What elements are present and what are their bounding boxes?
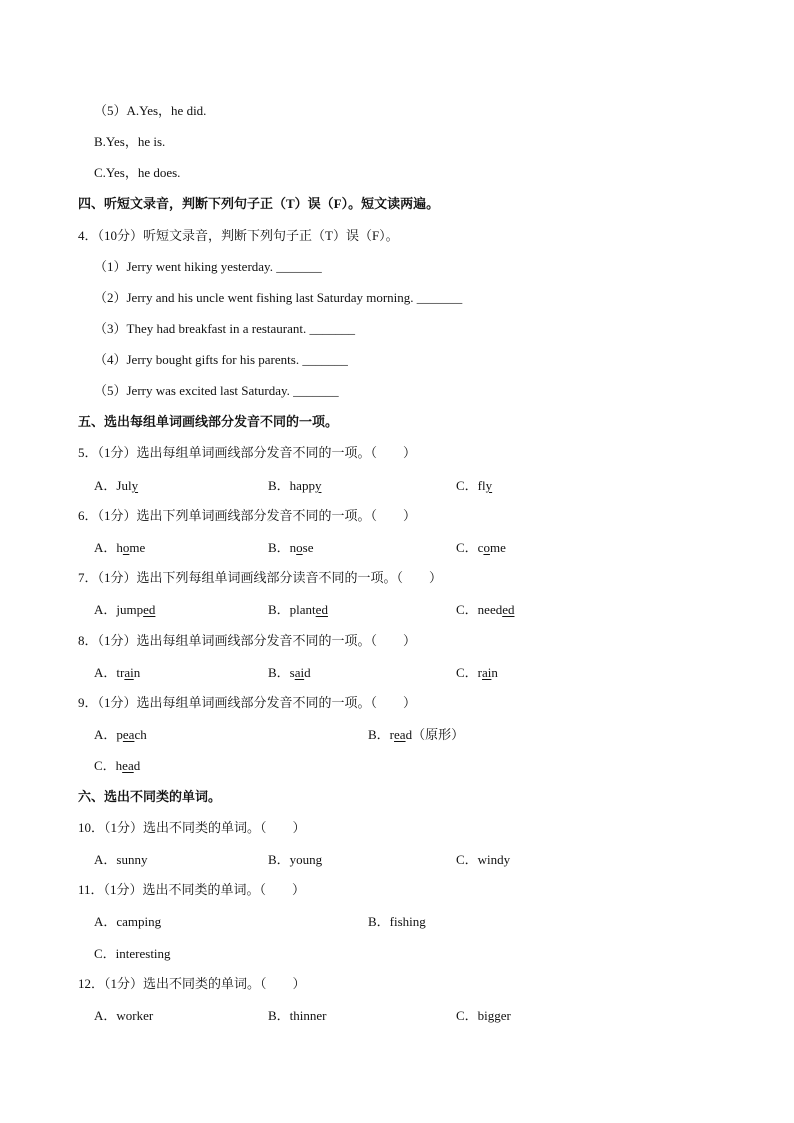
q4-item-4: （4）Jerry bought gifts for his parents. _______ (94, 352, 348, 367)
q7-option-a[interactable]: A．jumped (94, 602, 156, 617)
q11-option-a[interactable]: A．camping (94, 914, 162, 929)
q11-option-c[interactable]: C．interesting (94, 946, 171, 961)
q7-option-b[interactable]: B．planted (268, 602, 328, 617)
q11-option-b[interactable]: B．fishing (368, 914, 426, 929)
q8-option-a[interactable]: A．train (94, 665, 141, 680)
q9-option-b[interactable]: B．read（原形） (368, 727, 465, 742)
q6-option-c[interactable]: C．come (456, 540, 506, 555)
section-4-title: 四、听短文录音，判断下列句子正（T）误（F）。短文读两遍。 (78, 196, 440, 211)
q4-item-1: （1）Jerry went hiking yesterday. _______ (94, 259, 322, 274)
question-5-stem: 5．（1分）选出每组单词画线部分发音不同的一项。（ ） (78, 445, 417, 460)
q5-option-c[interactable]: C．fly (456, 478, 493, 493)
q12-option-b[interactable]: B．thinner (268, 1008, 327, 1023)
question-11-stem: 11．（1分）选出不同类的单词。（ ） (78, 882, 306, 897)
q3-option-c: C.Yes，he does. (94, 165, 181, 180)
question-12-stem: 12．（1分）选出不同类的单词。（ ） (78, 976, 306, 991)
question-6-stem: 6．（1分）选出下列单词画线部分发音不同的一项。（ ） (78, 508, 417, 523)
q4-item-3: （3）They had breakfast in a restaurant. _______ (94, 321, 356, 336)
q4-item-5: （5）Jerry was excited last Saturday. _______ (94, 383, 339, 398)
q3-option-b: B.Yes，he is. (94, 134, 166, 149)
q9-option-c[interactable]: C．head (94, 758, 141, 773)
q9-option-a[interactable]: A．peach (94, 727, 147, 742)
question-7-stem: 7．（1分）选出下列每组单词画线部分读音不同的一项。（ ） (78, 570, 443, 585)
question-8-stem: 8．（1分）选出每组单词画线部分发音不同的一项。（ ） (78, 633, 417, 648)
q6-option-b[interactable]: B．nose (268, 540, 314, 555)
q10-option-a[interactable]: A．sunny (94, 852, 148, 867)
q7-option-c[interactable]: C．needed (456, 602, 515, 617)
q4-item-2: （2）Jerry and his uncle went fishing last Saturday morning. _______ (94, 290, 463, 305)
q8-option-b[interactable]: B．said (268, 665, 311, 680)
q12-option-a[interactable]: A．worker (94, 1008, 154, 1023)
section-5-title: 五、选出每组单词画线部分发音不同的一项。 (78, 414, 339, 429)
question-9-stem: 9．（1分）选出每组单词画线部分发音不同的一项。（ ） (78, 695, 417, 710)
q12-option-c[interactable]: C．bigger (456, 1008, 511, 1023)
q3-option-5a: （5）A.Yes，he did. (94, 103, 207, 118)
q6-option-a[interactable]: A．home (94, 540, 146, 555)
question-4-stem: 4．（10分）听短文录音，判断下列句子正（T）误（F）。 (78, 228, 399, 243)
q10-option-c[interactable]: C．windy (456, 852, 511, 867)
q8-option-c[interactable]: C．rain (456, 665, 498, 680)
q5-option-a[interactable]: A．July (94, 478, 139, 493)
section-6-title: 六、选出不同类的单词。 (78, 789, 222, 804)
q10-option-b[interactable]: B．young (268, 852, 323, 867)
q5-option-b[interactable]: B．happy (268, 478, 322, 493)
question-10-stem: 10．（1分）选出不同类的单词。（ ） (78, 820, 306, 835)
